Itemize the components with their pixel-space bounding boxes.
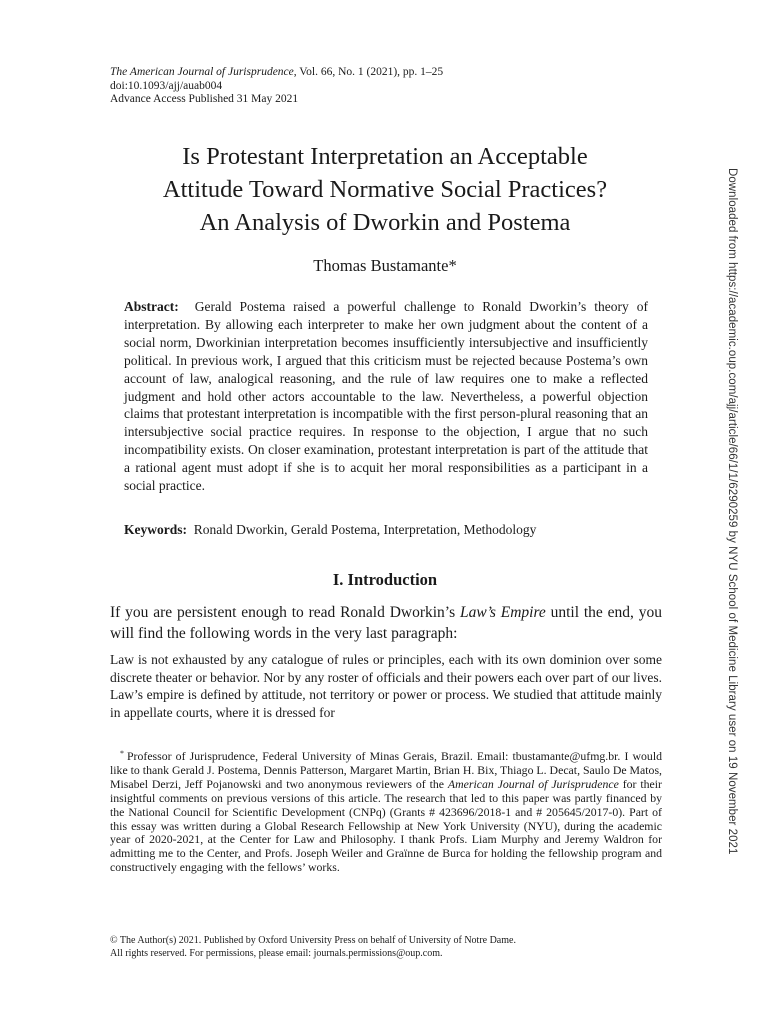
title-line-2: Attitude Toward Normative Social Practices? — [162, 176, 608, 203]
footnote-journal-name: American Journal of Jurisprudence — [447, 776, 619, 791]
intro-text-before: If you are persistent enough to read Ronald Dworkin’s — [110, 604, 460, 621]
article-title — [100, 140, 670, 239]
keywords-text: Ronald Dworkin, Gerald Postema, Interpretation, Methodology — [193, 522, 537, 537]
journal-name: The American Journal of Jurisprudence — [110, 66, 294, 78]
intro-paragraph — [110, 603, 662, 644]
copyright-line-2: All rights reserved. For permissions, please email: journals.permissions@oup.com. — [110, 947, 443, 959]
keywords — [124, 521, 664, 539]
citation-details: , Vol. 66, No. 1 (2021), pp. 1–25 — [293, 66, 444, 78]
author-name: Thomas Bustamante* — [313, 256, 457, 275]
journal-citation — [110, 66, 443, 80]
advance-access-line: Advance Access Published 31 May 2021 — [110, 93, 299, 106]
footnote-text-before: Professor of Jurisprudence, Federal University of Minas Gerais, Brazil. Email: tbustamante@ufmg.br. I would like to thank Gerald J. Postema, Dennis Patterson, Margaret Martin, Brian H. Bix, Thiago L. Decat, Saulo De Matos, Misabel Derzi, Jeff Pojanowski and two anonymous reviewers of the — [110, 749, 662, 791]
copyright-line-1: © The Author(s) 2021. Published by Oxford University Press on behalf of University of Notre Dame. — [110, 935, 516, 946]
doi-line: doi:10.1093/ajj/auab004 — [110, 79, 223, 92]
footnote-text-after: for their insightful comments on previous versions of this article. The research that led to this paper was partly financed by the National Council for Scientific Development (CNPq) (Grants # 423696/2018-1 and # 205645/2017-0). Part of this essay was written during a Global Research Fellowship at New York University (NYU), during the academic year of 2020-2021, at the Center for Law and Philosophy. I thank Profs. Liam Murphy and Jeremy Waldron for admitting me to the Center, and Profs. Joseph Weiler and Graïnne de Burca for holding the fellowship program and constructively engaging with the fellows’ works. — [110, 776, 662, 875]
abstract-label: Abstract: — [124, 299, 179, 314]
download-watermark: Downloaded from https://academic.oup.com/ajj/article/66/1/1/6290259 by NYU School of Medicine Library user on 19 November 2021 — [726, 168, 738, 855]
footnote-marker: * — [120, 749, 124, 758]
section-heading: I. Introduction — [332, 570, 438, 589]
intro-text-after: until the end, you will find the following words in the very last paragraph: — [110, 604, 662, 642]
author-footnote — [110, 747, 662, 875]
block-quote: Law is not exhausted by any catalogue of rules or principles, each with its own dominion over some discrete theater or behavior. Nor by any roster of officials and their powers each over part of our lives. Law’s empire is defined by attitude, not territory or power or process. We studied that attitude mainly in appellate courts, where it is dressed for — [110, 652, 662, 720]
abstract-text: Gerald Postema raised a powerful challenge to Ronald Dworkin’s theory of interpretation. By allowing each interpreter to make her own judgment about the content of a social norm, Dworkinian interpretation becomes insufficiently intersubjective and insufficiently political. In previous work, I argued that this criticism must be rejected because Postema’s own account of law, analogical reasoning, and the rule of law requires one to make a reflected judgment and hold other actors accountable to the law. Nevertheless, a powerful objection claims that protestant interpretation is incompatible with the first person-plural reasoning that an intersubjective social practice requires. In response to the objection, I argue that no such incompatibility exists. On closer examination, protestant interpretation is part of the attitude that a rational agent must adopt if she is to acquit her moral responsibilities as a participant in a social practice. — [124, 299, 649, 494]
book-title: Law’s Empire — [459, 604, 546, 621]
journal-header — [110, 66, 443, 107]
title-line-3: An Analysis of Dworkin and Postema — [199, 209, 571, 236]
copyright-notice — [110, 935, 516, 960]
abstract — [124, 298, 648, 495]
title-line-1: Is Protestant Interpretation an Acceptable — [182, 143, 588, 170]
keywords-label: Keywords: — [124, 522, 187, 537]
